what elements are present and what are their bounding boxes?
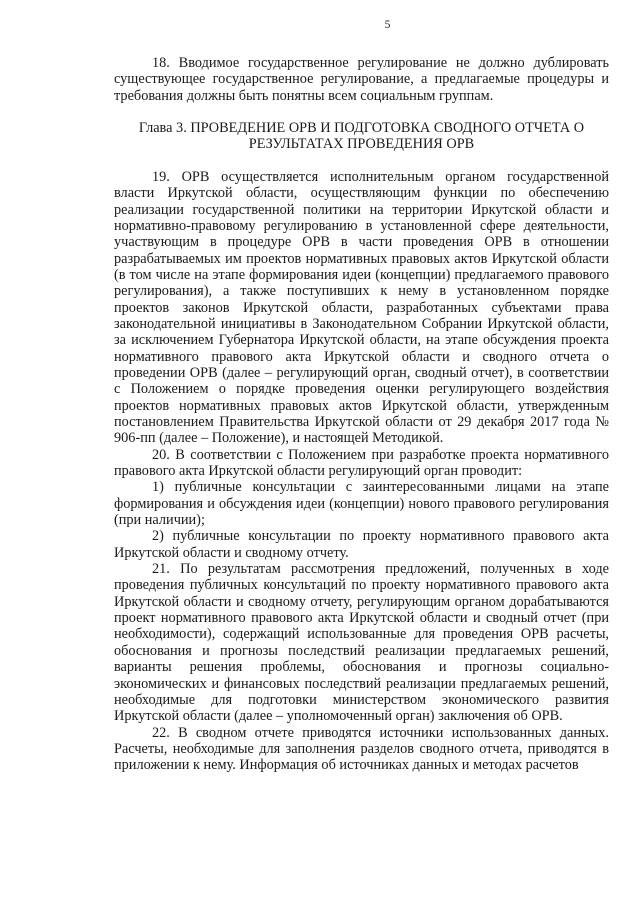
paragraph-20-list bbox=[114, 479, 609, 561]
list-item: 1) публичные консультации с заинтересованными лицами на этапе формирования и обсуждения идеи (концепции) нового правового регулирования (при наличии); bbox=[114, 479, 609, 529]
page-number: 5 bbox=[384, 19, 391, 31]
paragraph-20: 20. В соответствии с Положением при разработке проекта нормативного правового акта Иркутской области регулирующий орган проводит: bbox=[114, 446, 609, 480]
paragraph-18: 18. Вводимое государственное регулирование не должно дублировать существующее государственное регулирование, а предлагаемые процедуры и требования должны быть понятны всем социальным группам. bbox=[114, 55, 609, 104]
list-item: 2) публичные консультации по проекту нормативного правового акта Иркутской области и сводному отчету. bbox=[114, 528, 609, 561]
paragraph-22: 22. В сводном отчете приводятся источники использованных данных. Расчеты, необходимые для заполнения разделов сводного отчета, приводятся в приложении к нему. Информация об источниках данных и методах расчетов bbox=[114, 724, 609, 774]
paragraph-21: 21. По результатам рассмотрения предложений, полученных в ходе проведения публичных консультаций по проекту нормативного правового акта Иркутской области и сводному отчету, регулирующим органом дорабатываются проект нормативного правового акта Иркутской области и сводный отчет (при необходимости), содержащий использованные для проведения ОРВ расчеты, обоснования и прогнозы последствий реализации предлагаемых решений, варианты решения проблемы, обоснования и прогнозы социально-экономических и финансовых последствий реализации предлагаемых решений, необходимые для подготовки министерством экономического развития Иркутской области (далее – уполномоченный орган) заключения об ОРВ. bbox=[114, 561, 609, 725]
chapter-3-title: Глава 3. ПРОВЕДЕНИЕ ОРВ И ПОДГОТОВКА СВОДНОГО ОТЧЕТА О РЕЗУЛЬТАТАХ ПРОВЕДЕНИЯ ОРВ bbox=[138, 120, 585, 153]
paragraph-19: 19. ОРВ осуществляется исполнительным органом государственной власти Иркутской области, осуществляющим функции по обеспечению реализации государственной политики на территории Иркутской области и нормативно-правовому регулированию в установленной сфере деятельности, участвующим в процедуре ОРВ в части проведения ОРВ в отношении разрабатываемых им проектов нормативных правовых актов Иркутской области (в том числе на этапе формирования идеи (концепции) предлагаемого правового регулирования), а также поступивших к нему в установленном порядке проектов законов Иркутской области, разработанных субъектами права законодательной инициативы в Законодательном Собрании Иркутской области, за исключением Губернатора Иркутской области, на этапе обсуждения проекта нормативного правового акта Иркутской области и сводного отчета о проведении ОРВ (далее – регулирующий орган, сводный отчет), в соответствии с Положением о порядке проведения оценки регулирующего воздействия проектов нормативных правовых актов Иркутской области, утвержденным постановлением Правительства Иркутской области от 29 декабря 2017 года № 906-пп (далее – Положение), и настоящей Методикой. bbox=[114, 168, 609, 447]
